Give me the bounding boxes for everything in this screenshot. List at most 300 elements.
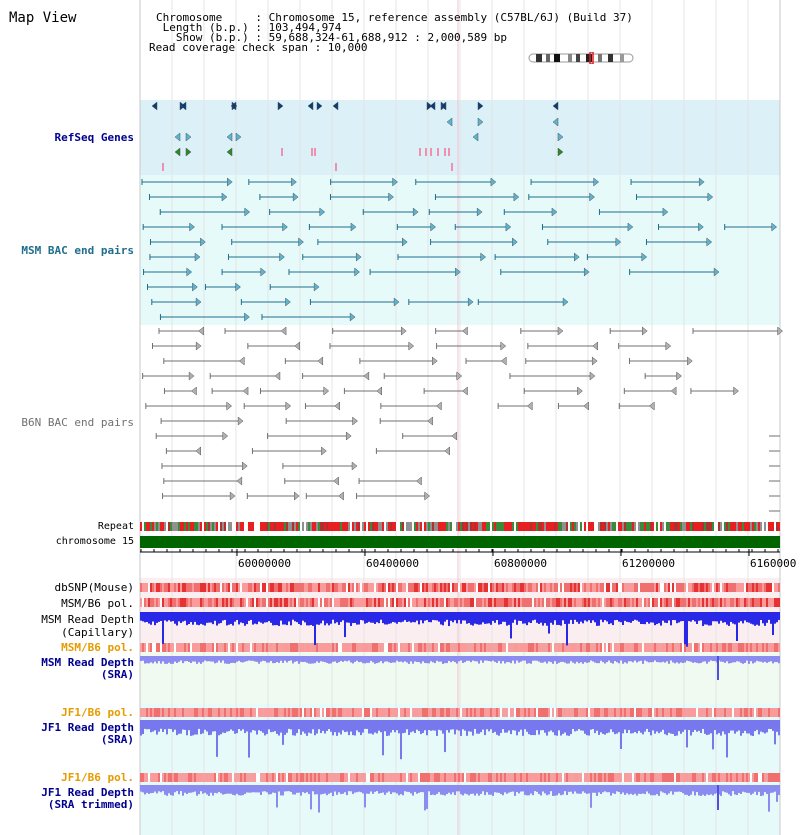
jf1-pol-heat-cell <box>142 708 144 717</box>
jf1-pol-heat-cell <box>550 708 552 717</box>
jf1-pol-heat-cell <box>140 708 142 717</box>
msm-sra-pol-heat-cell <box>548 643 550 652</box>
dbsnp-heat-cell <box>690 583 692 592</box>
msm-pol-heat-cell <box>360 598 362 607</box>
jf1-depth-bar <box>356 720 358 730</box>
jf1-trim-depth-bar <box>418 785 420 793</box>
msm-sra-depth-bar <box>382 656 384 663</box>
jf1-trim-pol-heat-cell <box>560 773 562 782</box>
jf1-depth-bar <box>424 720 426 730</box>
jf1-trim-pol-heat-cell <box>274 773 276 782</box>
jf1-pol-heat-cell <box>262 708 264 717</box>
msm-sra-pol-heat-cell <box>496 643 498 652</box>
msm-pol-heat-cell <box>318 598 320 607</box>
msm-pol-heat-cell <box>332 598 334 607</box>
jf1-trim-pol-heat-cell <box>652 773 654 782</box>
msm-cap-depth-bar <box>234 612 236 622</box>
msm-sra-depth-bar <box>482 656 484 663</box>
repeat-segment <box>452 522 454 531</box>
jf1-depth-bar <box>578 720 580 729</box>
repeat-segment <box>778 522 780 531</box>
jf1-pol-heat-cell <box>378 708 380 717</box>
jf1-trim-depth-bar <box>264 785 266 791</box>
jf1-trim-depth-bar <box>278 785 280 791</box>
jf1-depth-bar <box>312 720 314 729</box>
jf1-pol-heat-cell <box>728 708 730 717</box>
msm-sra-pol-heat-cell <box>470 643 472 652</box>
jf1-depth-bar <box>648 720 650 732</box>
jf1-trim-pol-heat-cell <box>264 773 266 782</box>
msm-sra-pol-heat-cell <box>540 643 542 652</box>
jf1-depth-bar <box>466 720 468 736</box>
msm-sra-pol-heat-cell <box>368 643 370 652</box>
jf1-trim-pol-heat-cell <box>514 773 516 782</box>
jf1-trim-depth-bar <box>314 785 316 794</box>
jf1-trim-pol-heat-cell <box>636 773 638 782</box>
jf1-depth-bar <box>480 720 482 732</box>
jf1-pol-heat-cell <box>544 708 546 717</box>
msm-sra-pol-heat-cell <box>516 643 518 652</box>
b6n-bac-end-marker <box>416 477 421 485</box>
repeat-segment <box>676 522 678 531</box>
repeat-segment <box>454 522 456 531</box>
repeat-segment <box>562 522 564 531</box>
msm-sra-pol-heat-cell <box>254 643 256 652</box>
msm-pol-heat-cell <box>280 598 282 607</box>
msm-cap-depth-bar <box>552 612 554 625</box>
msm-sra-pol-heat-cell <box>440 643 442 652</box>
msm-sra-pol-heat-cell <box>610 643 612 652</box>
msm-pol-heat-cell <box>274 598 276 607</box>
jf1-depth-bar <box>718 720 720 733</box>
jf1-trim-depth-bar <box>358 785 360 792</box>
jf1-depth-bar <box>158 720 160 732</box>
msm-sra-pol-heat-cell <box>304 643 306 652</box>
msm-sra-depth-bar <box>336 656 338 663</box>
jf1-trim-pol-heat-cell <box>222 773 224 782</box>
msm-sra-pol-heat-cell <box>422 643 424 652</box>
jf1-trim-pol-heat-cell <box>256 773 258 782</box>
msm-cap-depth-bar <box>154 612 156 625</box>
track-label-jf1-trim-depth: JF1 Read Depth <box>41 786 134 799</box>
jf1-depth-bar <box>420 720 422 734</box>
dbsnp-heat-cell <box>468 583 470 592</box>
repeat-segment <box>408 522 410 531</box>
msm-cap-depth-bar <box>720 612 722 621</box>
jf1-trim-pol-heat-cell <box>286 773 288 782</box>
dbsnp-heat-cell <box>670 583 672 592</box>
msm-sra-pol-heat-cell <box>538 643 540 652</box>
msm-sra-pol-heat-cell <box>406 643 408 652</box>
msm-bac-end-marker <box>355 268 360 276</box>
repeat-segment <box>488 522 490 531</box>
msm-sra-pol-heat-cell <box>746 643 748 652</box>
msm-pol-heat-cell <box>520 598 522 607</box>
repeat-segment <box>756 522 758 531</box>
msm-sra-depth-bar <box>660 656 662 662</box>
jf1-depth-bar <box>732 720 734 731</box>
jf1-pol-heat-cell <box>406 708 408 717</box>
dbsnp-heat-cell <box>714 583 716 592</box>
msm-sra-pol-heat-cell <box>774 643 776 652</box>
jf1-depth-bar <box>454 720 456 734</box>
msm-cap-depth-bar <box>718 612 720 624</box>
jf1-pol-heat-cell <box>490 708 492 717</box>
jf1-depth-bar <box>414 720 416 733</box>
msm-cap-depth-bar <box>382 612 384 623</box>
chromosome-ideogram[interactable] <box>528 52 634 64</box>
msm-sra-depth-bar <box>334 656 336 661</box>
jf1-depth-bar <box>586 720 588 735</box>
jf1-pol-heat-cell <box>328 708 330 717</box>
jf1-depth-bar <box>774 720 776 744</box>
jf1-depth-bar <box>320 720 322 733</box>
dbsnp-heat-cell <box>744 583 746 592</box>
jf1-pol-heat-cell <box>152 708 154 717</box>
msm-cap-depth-bar <box>682 612 684 621</box>
msm-cap-depth-bar <box>548 612 550 634</box>
repeat-segment <box>640 522 642 531</box>
jf1-pol-heat-cell <box>224 708 226 717</box>
jf1-trim-depth-bar <box>480 785 482 794</box>
jf1-pol-heat-cell <box>304 708 306 717</box>
repeat-segment <box>668 522 670 531</box>
msm-pol-heat-cell <box>578 598 580 607</box>
repeat-segment <box>396 522 398 531</box>
msm-cap-depth-bar <box>166 612 168 622</box>
msm-pol-heat-cell <box>522 598 524 607</box>
jf1-trim-pol-heat-cell <box>314 773 316 782</box>
jf1-trim-pol-heat-cell <box>506 773 508 782</box>
dbsnp-heat-cell <box>610 583 612 592</box>
msm-sra-pol-heat-cell <box>432 643 434 652</box>
jf1-pol-heat-cell <box>256 708 258 717</box>
jf1-depth-bar <box>360 720 362 735</box>
jf1-pol-heat-cell <box>500 708 502 717</box>
dbsnp-heat-cell <box>460 583 462 592</box>
jf1-trim-pol-heat-cell <box>584 773 586 782</box>
jf1-trim-depth-bar <box>570 785 572 792</box>
jf1-trim-depth-bar <box>516 785 518 792</box>
dbsnp-heat-cell <box>772 583 774 592</box>
jf1-trim-depth-bar <box>512 785 514 792</box>
jf1-trim-pol-heat-cell <box>212 773 214 782</box>
msm-cap-depth-bar <box>396 612 398 624</box>
repeat-segment <box>746 522 748 531</box>
jf1-trim-depth-bar <box>330 785 332 793</box>
dbsnp-heat-cell <box>514 583 516 592</box>
jf1-pol-heat-cell <box>566 708 568 717</box>
msm-sra-pol-heat-cell <box>714 643 716 652</box>
msm-sra-pol-heat-cell <box>154 643 156 652</box>
jf1-trim-pol-heat-cell <box>774 773 776 782</box>
msm-sra-pol-heat-cell <box>144 643 146 652</box>
jf1-trim-depth-bar <box>200 785 202 791</box>
jf1-trim-pol-heat-cell <box>680 773 682 782</box>
msm-sra-depth-bar <box>366 656 368 663</box>
jf1-trim-depth-bar <box>762 785 764 796</box>
jf1-depth-bar <box>170 720 172 729</box>
dbsnp-heat-cell <box>684 583 686 592</box>
msm-sra-depth-bar <box>448 656 450 661</box>
repeat-segment <box>430 522 432 531</box>
jf1-trim-depth-bar <box>766 785 768 794</box>
msm-sra-pol-heat-cell <box>592 643 594 652</box>
jf1-depth-bar <box>550 720 552 730</box>
dbsnp-heat-cell <box>344 583 346 592</box>
jf1-depth-bar <box>492 720 494 733</box>
msm-cap-depth-bar <box>566 612 568 645</box>
jf1-depth-bar <box>438 720 440 730</box>
dbsnp-heat-cell <box>142 583 144 592</box>
msm-sra-depth-bar <box>418 656 420 662</box>
jf1-trim-pol-heat-cell <box>184 773 186 782</box>
msm-pol-heat-cell <box>448 598 450 607</box>
msm-pol-heat-cell <box>314 598 316 607</box>
msm-sra-pol-heat-cell <box>682 643 684 652</box>
msm-sra-depth-bar <box>408 656 410 664</box>
msm-pol-heat-cell <box>338 598 340 607</box>
msm-sra-pol-heat-cell <box>146 643 148 652</box>
msm-cap-depth-bar <box>156 612 158 623</box>
jf1-trim-depth-bar <box>496 785 498 793</box>
length-info: Length (b.p.) : 103,494,974 <box>156 21 342 34</box>
msm-sra-depth-bar <box>260 656 262 662</box>
dbsnp-heat-cell <box>262 583 264 592</box>
msm-cap-depth-bar <box>182 612 184 622</box>
jf1-depth-bar <box>310 720 312 734</box>
jf1-trim-pol-heat-cell <box>288 773 290 782</box>
msm-sra-depth-bar <box>268 656 270 663</box>
msm-sra-pol-heat-cell <box>556 643 558 652</box>
repeat-segment <box>434 522 436 531</box>
jf1-trim-depth-bar <box>178 785 180 794</box>
b6n-bac-end-marker <box>671 387 676 395</box>
msm-pol-heat-cell <box>204 598 206 607</box>
jf1-trim-depth-bar <box>166 785 168 796</box>
jf1-pol-heat-cell <box>418 708 420 717</box>
msm-cap-depth-bar <box>426 612 428 620</box>
dbsnp-heat-cell <box>718 583 720 592</box>
msm-sra-depth-bar <box>182 656 184 663</box>
jf1-depth-bar <box>624 720 626 730</box>
jf1-trim-depth-bar <box>262 785 264 791</box>
msm-sra-depth-bar <box>140 656 142 661</box>
jf1-pol-heat-cell <box>646 708 648 717</box>
jf1-depth-bar <box>744 720 746 731</box>
repeat-segment <box>346 522 348 531</box>
track-label-msm-depth-cap-sub: (Capillary) <box>61 626 134 639</box>
dbsnp-heat-cell <box>640 583 642 592</box>
repeat-segment <box>372 522 374 531</box>
msm-sra-pol-heat-cell <box>652 643 654 652</box>
msm-sra-pol-heat-cell <box>530 643 532 652</box>
msm-pol-heat-cell <box>480 598 482 607</box>
repeat-segment <box>410 522 412 531</box>
msm-sra-pol-heat-cell <box>216 643 218 652</box>
msm-sra-pol-heat-cell <box>266 643 268 652</box>
repeat-segment <box>526 522 528 531</box>
msm-sra-pol-heat-cell <box>226 643 228 652</box>
track-label-msm-sra-pol: MSM/B6 pol. <box>61 641 134 654</box>
repeat-segment <box>352 522 354 531</box>
jf1-pol-heat-cell <box>264 708 266 717</box>
repeat-segment <box>764 522 766 531</box>
msm-pol-heat-cell <box>414 598 416 607</box>
jf1-pol-heat-cell <box>736 708 738 717</box>
dbsnp-heat-cell <box>346 583 348 592</box>
msm-sra-depth-bar <box>430 656 432 661</box>
jf1-trim-depth-bar <box>658 785 660 796</box>
msm-cap-depth-bar <box>326 612 328 623</box>
msm-pol-heat-cell <box>374 598 376 607</box>
jf1-trim-pol-heat-cell <box>642 773 644 782</box>
dbsnp-heat-cell <box>286 583 288 592</box>
msm-sra-depth-bar <box>710 656 712 660</box>
msm-sra-depth-bar <box>316 656 318 661</box>
msm-sra-depth-bar <box>514 656 516 664</box>
jf1-pol-heat-cell <box>410 708 412 717</box>
jf1-trim-pol-heat-cell <box>770 773 772 782</box>
refseq-pink-exon <box>419 148 421 156</box>
msm-pol-heat-cell <box>442 598 444 607</box>
msm-cap-depth-bar <box>432 612 434 620</box>
dbsnp-heat-cell <box>496 583 498 592</box>
msm-cap-depth-bar <box>572 612 574 624</box>
msm-sra-depth-bar <box>596 656 598 663</box>
jf1-trim-depth-bar <box>258 785 260 792</box>
msm-cap-depth-bar <box>248 612 250 621</box>
jf1-pol-heat-cell <box>186 708 188 717</box>
dbsnp-heat-cell <box>236 583 238 592</box>
dbsnp-heat-cell <box>438 583 440 592</box>
msm-sra-pol-heat-cell <box>644 643 646 652</box>
msm-pol-heat-cell <box>214 598 216 607</box>
jf1-trim-pol-heat-cell <box>688 773 690 782</box>
jf1-trim-depth-bar <box>338 785 340 792</box>
jf1-trim-pol-heat-cell <box>306 773 308 782</box>
msm-cap-depth-bar <box>244 612 246 626</box>
jf1-depth-bar <box>546 720 548 736</box>
msm-sra-depth-bar <box>734 656 736 662</box>
msm-sra-pol-heat-cell <box>224 643 226 652</box>
dbsnp-heat-cell <box>278 583 280 592</box>
msm-pol-heat-cell <box>418 598 420 607</box>
msm-cap-depth-bar <box>402 612 404 622</box>
jf1-pol-heat-cell <box>276 708 278 717</box>
msm-sra-pol-heat-cell <box>252 643 254 652</box>
b6n-bac-end-marker <box>642 327 647 335</box>
msm-sra-depth-bar <box>402 656 404 662</box>
jf1-pol-heat-cell <box>272 708 274 717</box>
msm-sra-depth-bar <box>542 656 544 663</box>
jf1-trim-pol-heat-cell <box>388 773 390 782</box>
repeat-segment <box>770 522 772 531</box>
msm-sra-depth-bar <box>612 656 614 664</box>
dbsnp-heat-cell <box>154 583 156 592</box>
jf1-trim-pol-heat-cell <box>714 773 716 782</box>
msm-sra-depth-bar <box>332 656 334 662</box>
msm-cap-depth-bar <box>258 612 260 622</box>
jf1-trim-depth-bar <box>226 785 228 794</box>
dbsnp-heat-cell <box>506 583 508 592</box>
msm-cap-depth-bar <box>778 612 780 620</box>
msm-pol-heat-cell <box>168 598 170 607</box>
jf1-pol-heat-cell <box>146 708 148 717</box>
jf1-trim-pol-heat-cell <box>202 773 204 782</box>
jf1-pol-heat-cell <box>776 708 778 717</box>
jf1-trim-pol-heat-cell <box>280 773 282 782</box>
msm-pol-heat-cell <box>476 598 478 607</box>
jf1-trim-pol-heat-cell <box>340 773 342 782</box>
jf1-depth-bar <box>706 720 708 735</box>
msm-sra-depth-bar <box>766 656 768 663</box>
jf1-trim-pol-heat-cell <box>422 773 424 782</box>
msm-cap-depth-bar <box>410 612 412 623</box>
jf1-trim-pol-heat-cell <box>278 773 280 782</box>
jf1-depth-bar <box>720 720 722 736</box>
jf1-pol-heat-cell <box>692 708 694 717</box>
msm-pol-heat-cell <box>618 598 620 607</box>
msm-pol-heat-cell <box>436 598 438 607</box>
jf1-trim-pol-heat-cell <box>610 773 612 782</box>
repeat-segment <box>392 522 394 531</box>
msm-bac-end-marker <box>244 313 249 321</box>
jf1-pol-heat-cell <box>402 708 404 717</box>
jf1-trim-depth-bar <box>500 785 502 794</box>
jf1-trim-depth-bar <box>588 785 590 793</box>
jf1-trim-pol-heat-cell <box>648 773 650 782</box>
msm-pol-heat-cell <box>222 598 224 607</box>
msm-bac-end-marker <box>190 223 195 231</box>
jf1-pol-heat-cell <box>560 708 562 717</box>
msm-pol-heat-cell <box>446 598 448 607</box>
msm-sra-pol-heat-cell <box>190 643 192 652</box>
repeat-segment <box>462 522 464 531</box>
jf1-trim-depth-bar <box>334 785 336 792</box>
msm-pol-heat-cell <box>312 598 314 607</box>
msm-sra-pol-heat-cell <box>558 643 560 652</box>
msm-sra-pol-heat-cell <box>494 643 496 652</box>
dbsnp-heat-cell <box>770 583 772 592</box>
jf1-depth-bar <box>344 720 346 732</box>
jf1-depth-bar <box>442 720 444 734</box>
dbsnp-heat-cell <box>358 583 360 592</box>
dbsnp-heat-cell <box>598 583 600 592</box>
jf1-depth-bar <box>368 720 370 734</box>
repeat-segment <box>262 522 264 531</box>
jf1-pol-heat-cell <box>204 708 206 717</box>
repeat-segment <box>556 522 558 531</box>
msm-cap-depth-bar <box>350 612 352 626</box>
refseq-pink-exon <box>425 148 427 156</box>
msm-sra-depth-bar <box>732 656 734 662</box>
msm-sra-pol-heat-cell <box>392 643 394 652</box>
msm-cap-depth-bar <box>496 612 498 620</box>
dbsnp-heat-cell <box>634 583 636 592</box>
jf1-trim-pol-heat-cell <box>240 773 242 782</box>
msm-pol-heat-cell <box>670 598 672 607</box>
dbsnp-heat-cell <box>442 583 444 592</box>
jf1-pol-heat-cell <box>696 708 698 717</box>
repeat-segment <box>566 522 568 531</box>
jf1-trim-pol-heat-cell <box>686 773 688 782</box>
msm-pol-heat-cell <box>396 598 398 607</box>
repeat-segment <box>330 522 332 531</box>
dbsnp-heat-cell <box>600 583 602 592</box>
msm-sra-pol-heat-cell <box>428 643 430 652</box>
dbsnp-heat-cell <box>580 583 582 592</box>
